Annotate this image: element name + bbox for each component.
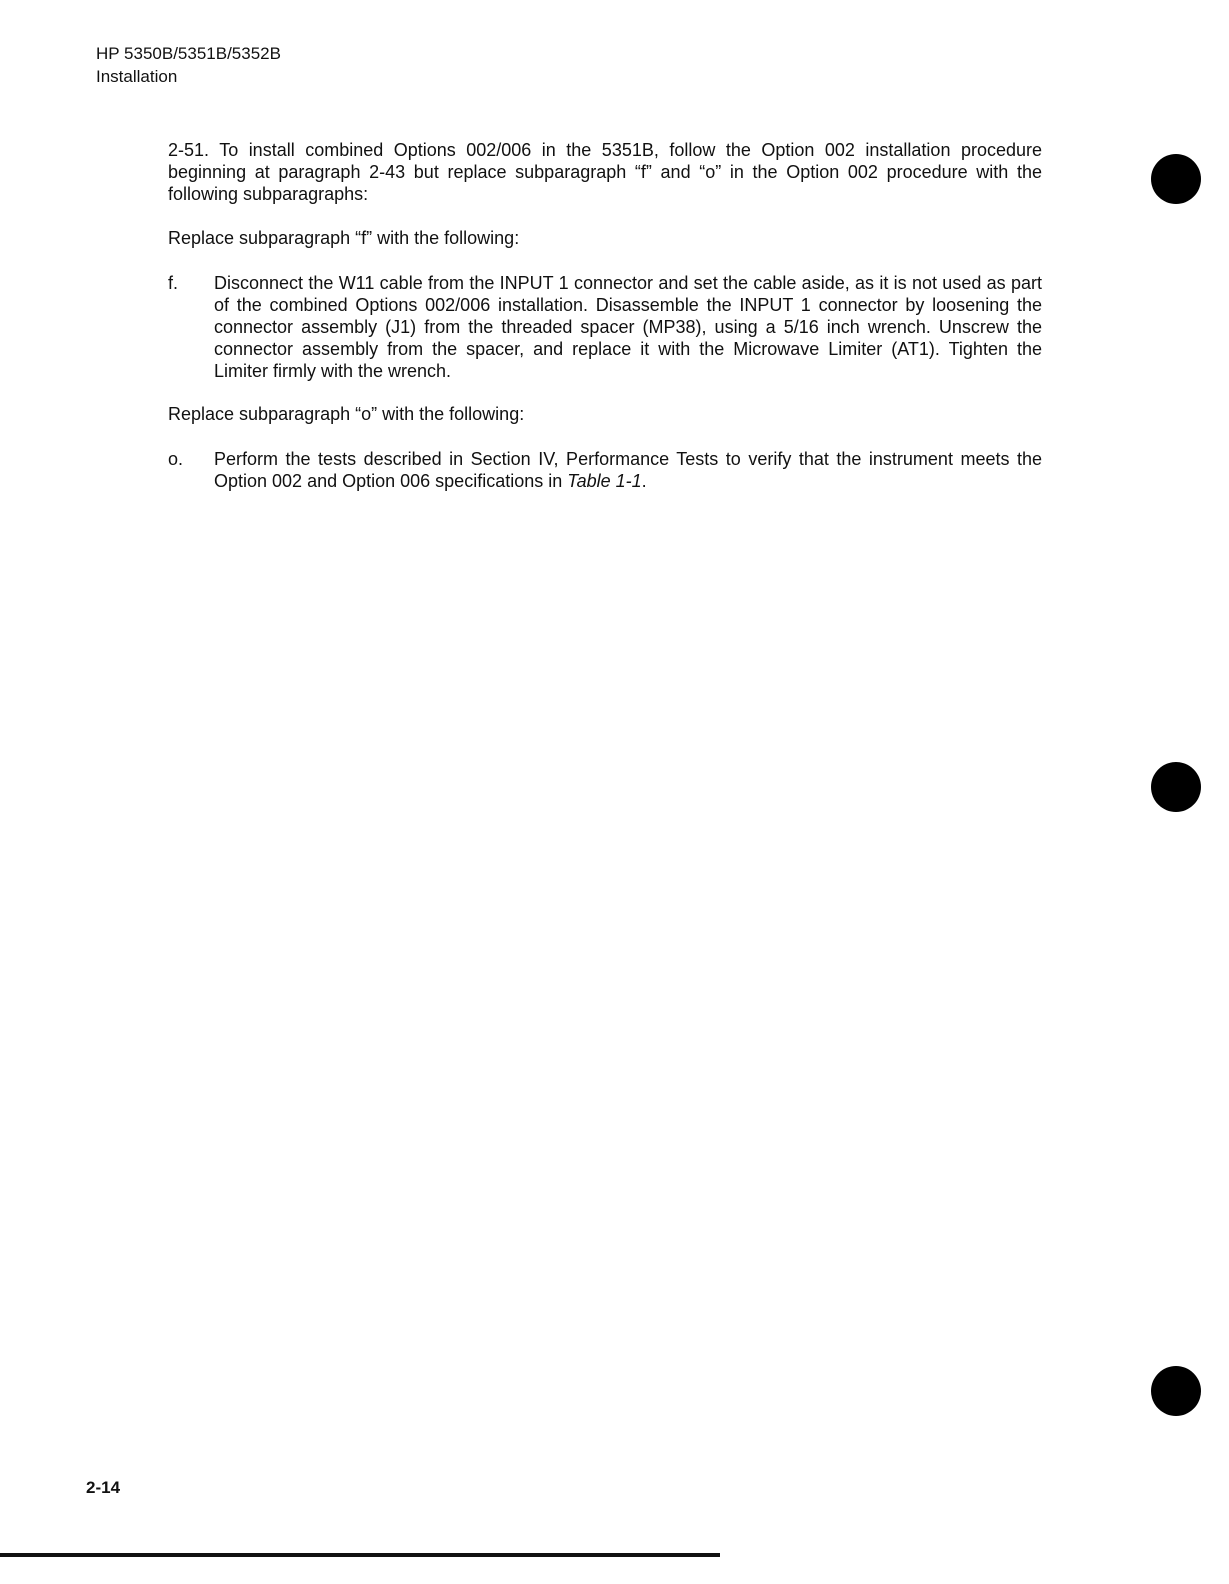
page-body [168,139,1042,513]
subparagraph-o-text-main: Perform the tests described in Section IV, Performance Tests to verify that the instrument meets the Option 002 and Option 006 specifications in [214,449,1042,491]
page-header [96,42,281,88]
binder-hole-bottom [1151,1366,1201,1416]
header-model-line: HP 5350B/5351B/5352B [96,44,281,63]
subparagraph-o-letter: o. [168,449,184,469]
header-section-line: Installation [96,67,178,86]
binder-hole-top [1151,154,1201,204]
page-number: 2-14 [86,1478,121,1497]
subparagraph-f-text: Disconnect the W11 cable from the INPUT 1 connector and set the cable aside, as it is not used as part of the combined Options 002/006 installation. Disassemble the INPUT 1 connector by loosening the connector assembly (J1) from the threaded spacer (MP38), using a 5/16 inch wrench. Unscrew the connector assembly from the spacer, and replace it with the Microwave Limiter (AT1). Tighten the Limiter firmly with the wrench. [214,273,1042,381]
subparagraph-o-text-end: . [641,471,647,491]
subparagraph-o-text [214,448,1042,492]
table-reference: Table 1-1 [567,471,642,491]
subparagraph-f-letter: f. [168,273,179,293]
subparagraph-o [168,448,1042,492]
replace-o-lead: Replace subparagraph “o” with the following: [168,404,525,424]
binder-hole-middle [1151,762,1201,812]
paragraph-2-51: 2-51. To install combined Options 002/006 in the 5351B, follow the Option 002 installation procedure beginning at paragraph 2-43 but replace subparagraph “f” and “o” in the Option 002 procedure with the following subparagraphs: [168,140,1042,204]
subparagraph-f [168,272,1042,382]
replace-f-lead: Replace subparagraph “f” with the following: [168,228,520,248]
bottom-rule [0,1553,720,1557]
